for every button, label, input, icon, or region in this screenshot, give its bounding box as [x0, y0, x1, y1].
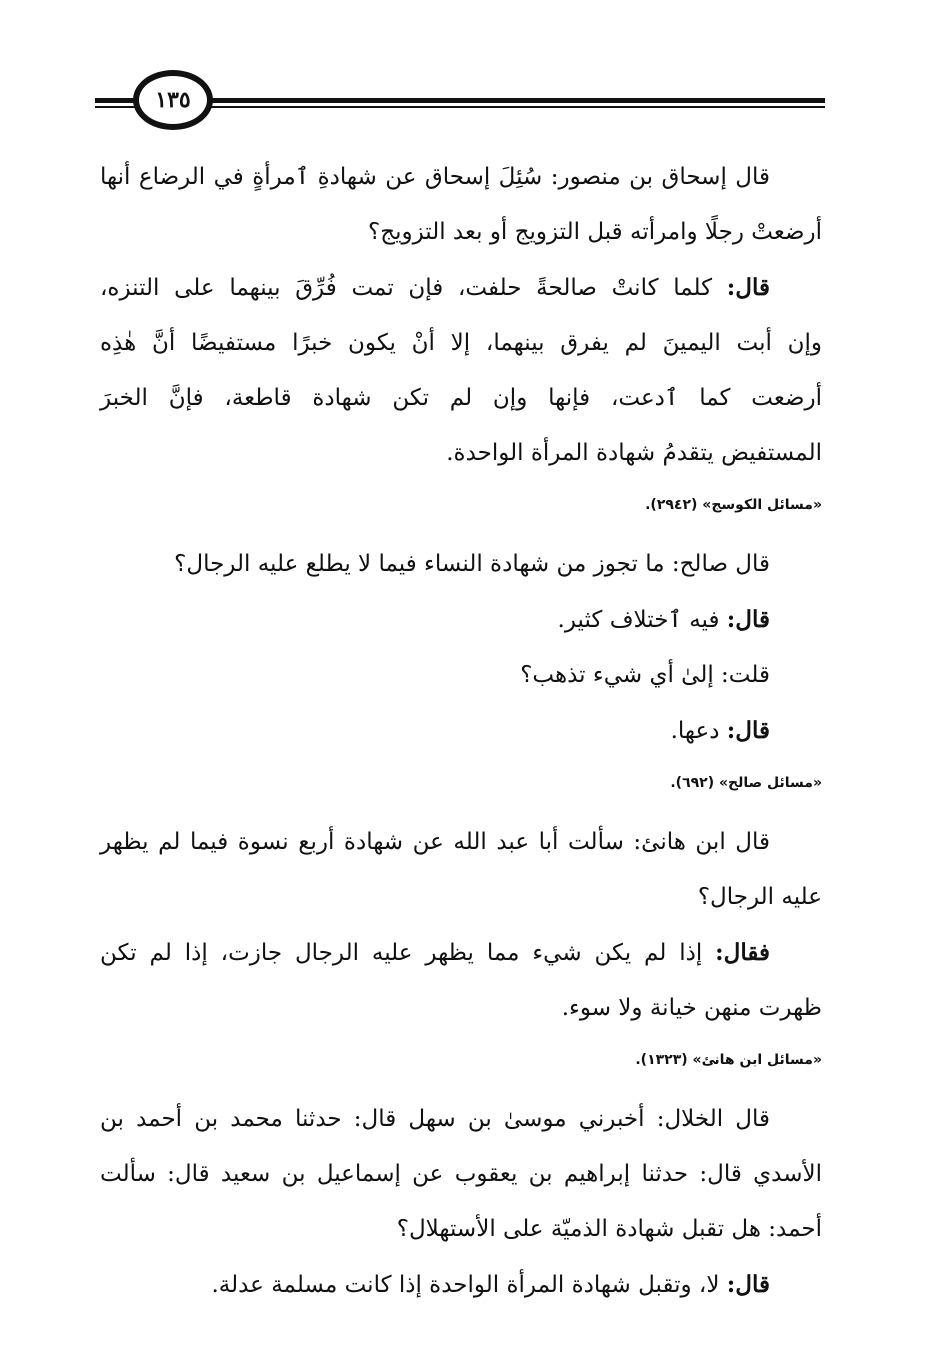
source-reference: «مسائل صالح» (٦٩٢).: [670, 775, 822, 791]
text-line: [100, 260, 822, 316]
paragraph: [100, 150, 822, 260]
text-line: [100, 648, 822, 703]
speaker-label: قال:: [726, 606, 770, 633]
text-line: [100, 925, 822, 981]
page-body: [100, 150, 822, 1313]
text-line: [100, 426, 822, 481]
text-line: [100, 703, 822, 759]
paragraph: [100, 537, 822, 592]
paragraph: [100, 815, 822, 925]
line-text: المستفيض يتقدمُ شهادة المرأة الواحدة.: [446, 440, 822, 466]
line-text: كلما كانتْ صالحةً حلفت، فإن تمت فُرِّقَ بينهما على التنزه،: [100, 275, 727, 301]
paragraph: [100, 648, 822, 703]
line-text: لا، وتقبل شهادة المرأة الواحدة إذا كانت مسلمة عدلة.: [211, 1272, 727, 1298]
paragraph: [100, 260, 822, 481]
line-text: وإن أبت اليمينَ لم يفرق بينهما، إلا أنْ يكون خبرًا مستفيضًا أنَّ هٰذِه: [100, 330, 822, 356]
text-line: [100, 1147, 822, 1202]
source-reference: «مسائل الكوسج» (٢٩٤٢).: [645, 497, 822, 513]
page-number: ١٣٥: [133, 70, 213, 130]
speaker-label: قال:: [726, 1271, 770, 1298]
line-text: قال ابن هانئ: سألت أبا عبد الله عن شهادة أربع نسوة فيما لم يظهر: [100, 829, 770, 855]
line-text: عليه الرجال؟: [697, 884, 822, 910]
paragraph: [100, 703, 822, 759]
line-text: دعها.: [670, 718, 727, 744]
text-line: [100, 1257, 822, 1313]
text-line: [100, 205, 822, 260]
source-reference: «مسائل ابن هانئ» (١٣٢٣).: [635, 1052, 822, 1068]
line-text: قلت: إلىٰ أي شيء تذهب؟: [520, 662, 770, 688]
line-text: قال الخلال: أخبرني موسىٰ بن سهل قال: حدثنا محمد بن أحمد بن: [100, 1106, 770, 1132]
line-text: قال إسحاق بن منصور: سُئِلَ إسحاق عن شهادةِ ٱمرأةٍ في الرضاع أنها: [100, 164, 770, 190]
text-line: [100, 592, 822, 648]
paragraph: [100, 1092, 822, 1257]
text-line: [100, 981, 822, 1036]
line-text: إذا لم يكن شيء مما يظهر عليه الرجال جازت، إذا لم تكن: [100, 940, 716, 966]
paragraph: [100, 592, 822, 648]
text-line: [100, 371, 822, 426]
text-line: [100, 150, 822, 205]
text-line: [100, 537, 822, 592]
text-line: [100, 1092, 822, 1147]
text-line: [100, 870, 822, 925]
text-line: [100, 815, 822, 870]
line-text: ظهرت منهن خيانة ولا سوء.: [561, 995, 822, 1021]
speaker-label: فقال:: [715, 939, 770, 966]
line-text: فيه ٱختلاف كثير.: [557, 607, 727, 633]
line-text: أحمد: هل تقبل شهادة الذميّة على الأستهلال؟: [396, 1216, 822, 1242]
speaker-label: قال:: [726, 274, 770, 301]
paragraph: [100, 1257, 822, 1313]
line-text: أرضعت كما ٱدعت، فإنها وإن لم تكن شهادة قاطعة، فإنَّ الخبرَ: [100, 385, 822, 411]
page-header: [95, 70, 825, 134]
line-text: الأسدي قال: حدثنا إبراهيم بن يعقوب عن إسماعيل بن سعيد قال: سألت: [100, 1161, 822, 1187]
line-text: أرضعتْ رجلًا وامرأته قبل التزويج أو بعد التزويج؟: [368, 219, 822, 245]
line-text: قال صالح: ما تجوز من شهادة النساء فيما لا يطلع عليه الرجال؟: [174, 551, 770, 577]
text-line: [100, 316, 822, 371]
paragraph: [100, 925, 822, 1036]
text-line: [100, 1202, 822, 1257]
speaker-label: قال:: [726, 717, 770, 744]
